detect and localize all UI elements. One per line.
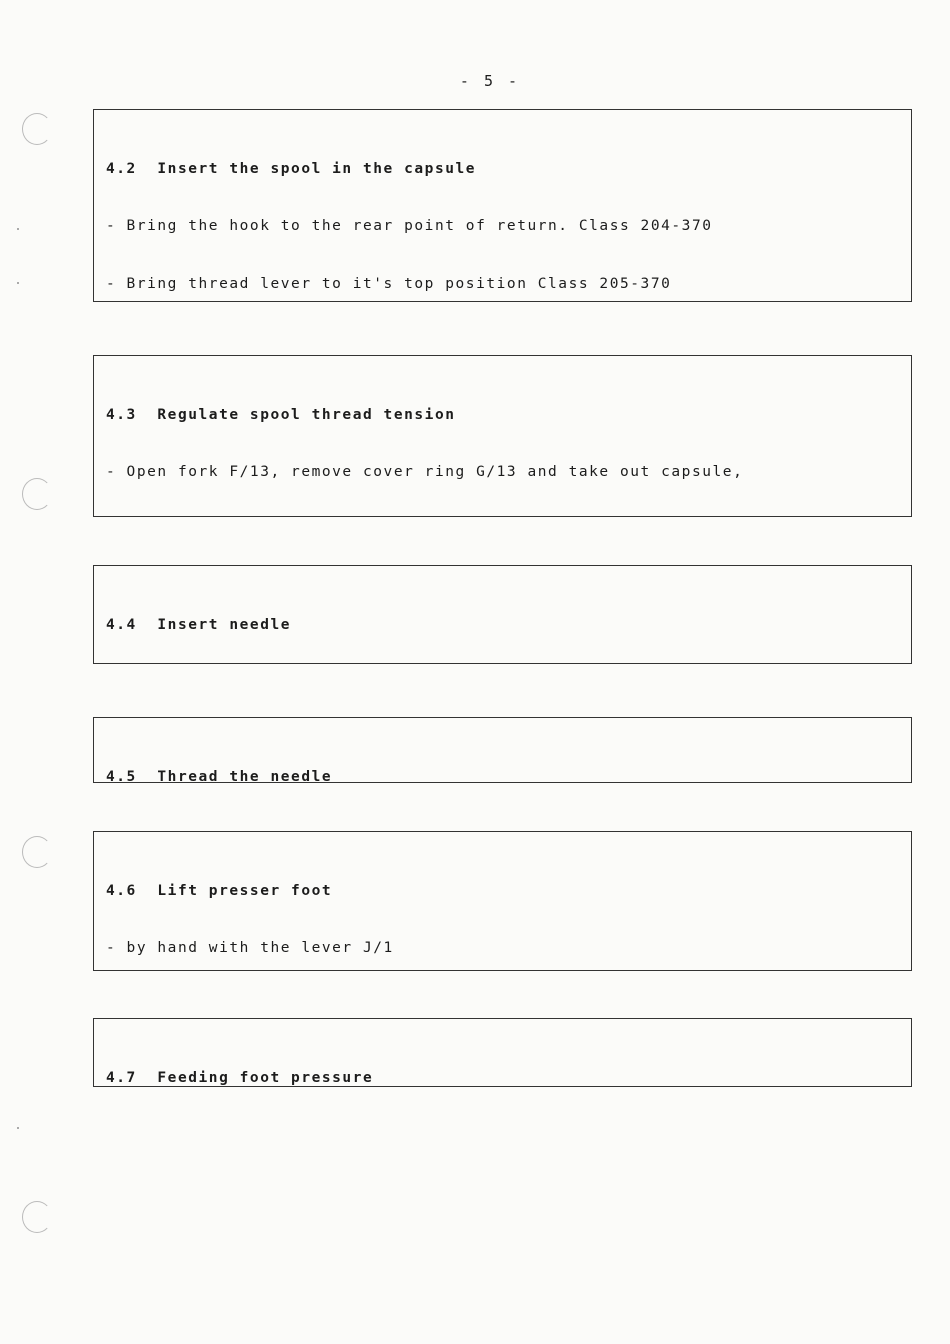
punch-hole-1 — [22, 113, 52, 145]
section-4-7 — [93, 1018, 912, 1087]
instruction-line: - Bring the hook to the rear point of return. Class 204-370 — [106, 218, 713, 235]
scan-speck — [17, 282, 19, 284]
punch-hole-3 — [22, 836, 52, 868]
section-title: 4.2 Insert the spool in the capsule — [106, 161, 477, 178]
section-title: 4.6 Lift presser foot — [106, 883, 333, 900]
section-4-4 — [93, 565, 912, 664]
section-4-6 — [93, 831, 912, 971]
section-4-3 — [93, 355, 912, 517]
section-title: 4.5 Thread the needle — [106, 769, 333, 783]
instruction-line: - Open fork F/13, remove cover ring G/13 and take out capsule, — [106, 464, 744, 481]
scan-speck — [17, 1127, 19, 1129]
scan-speck — [17, 228, 19, 230]
section-4-2 — [93, 109, 912, 302]
section-4-5 — [93, 717, 912, 783]
punch-hole-2 — [22, 478, 52, 510]
section-title: 4.3 Regulate spool thread tension — [106, 407, 456, 424]
instruction-line: - Bring thread lever to it's top position Class 205-370 — [106, 275, 672, 292]
page-number: - 5 - — [459, 72, 521, 90]
punch-hole-4 — [22, 1201, 52, 1233]
section-title: 4.7 Feeding foot pressure — [106, 1070, 374, 1087]
instruction-line: - by hand with the lever J/1 — [106, 940, 394, 957]
section-title: 4.4 Insert needle — [106, 617, 292, 634]
